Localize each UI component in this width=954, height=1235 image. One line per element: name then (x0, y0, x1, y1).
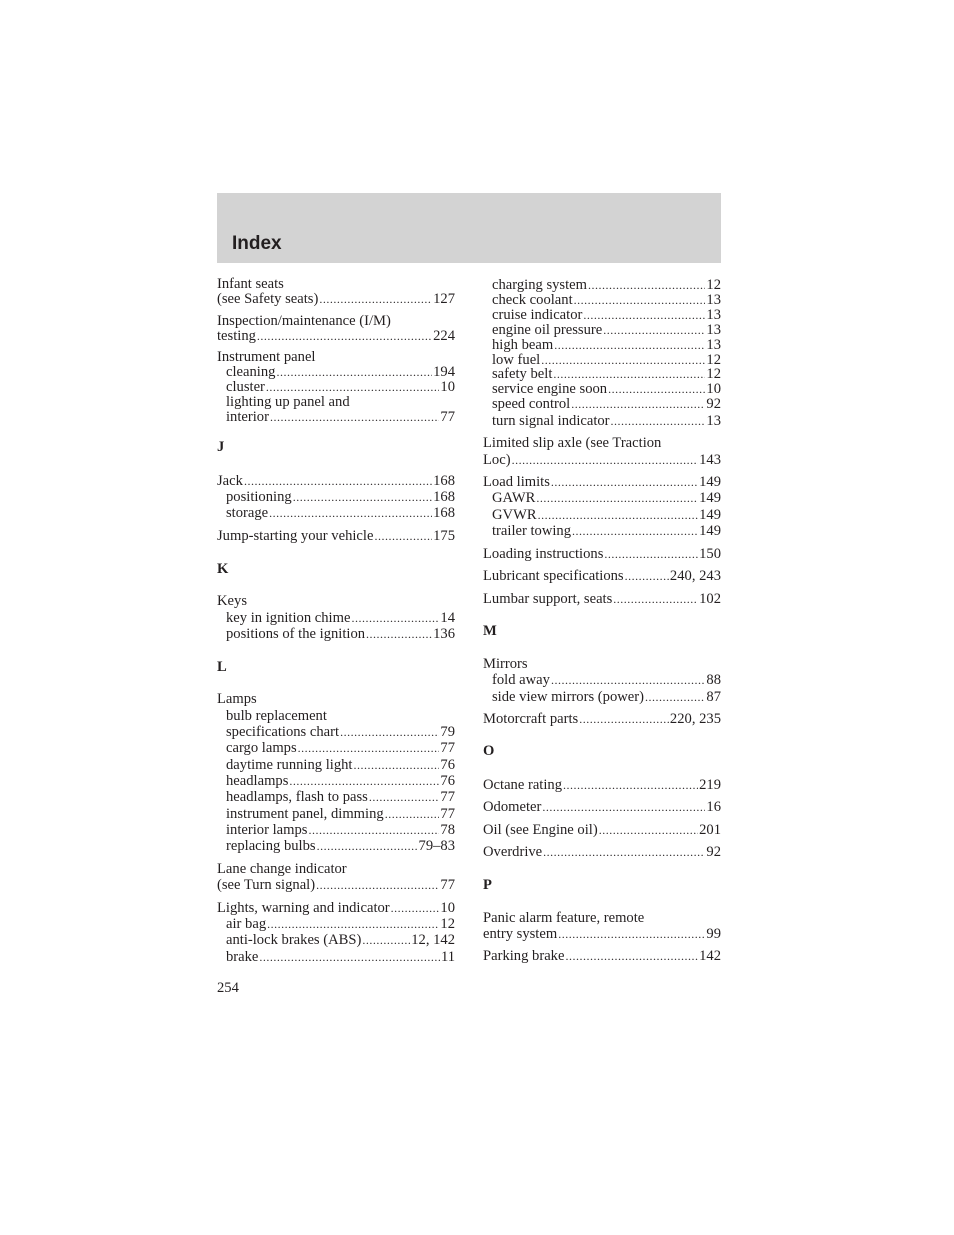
page-ref: 149 (699, 507, 721, 523)
page-ref: 150 (699, 546, 721, 562)
entry-term: Oil (see Engine oil) (483, 822, 598, 838)
sub-term: instrument panel, dimming (226, 806, 384, 822)
page-ref: 224 (433, 328, 455, 344)
sub-term: replacing bulbs (226, 838, 316, 854)
entry-term: Octane rating (483, 777, 563, 793)
entry-term-cont: (see Safety seats) (217, 291, 319, 307)
page-ref: 149 (699, 490, 721, 506)
sub-term: air bag (226, 916, 267, 932)
page-ref: 240, 243 (669, 568, 721, 584)
sub-term: low fuel (492, 352, 541, 368)
entry-term: Jack (217, 473, 243, 489)
sub-term: safety belt (492, 366, 553, 382)
page-ref: 12, 142 (411, 932, 455, 948)
page-ref: 92 (706, 396, 721, 412)
page-ref: 220, 235 (669, 711, 721, 727)
page-ref: 168 (433, 473, 455, 489)
entry-term: Odometer (483, 799, 542, 815)
page-ref: 87 (706, 689, 721, 705)
sub-term: daytime running light (226, 757, 353, 773)
entry-term: Lane change indicator (217, 861, 347, 877)
entry-term: Load limits (483, 474, 550, 490)
page-ref: 13 (706, 413, 721, 429)
section-letter: L (217, 659, 227, 675)
sub-term: trailer towing (492, 523, 572, 539)
section-letter: M (483, 623, 497, 639)
section-letter: K (217, 561, 229, 577)
page-ref: 142 (699, 948, 721, 964)
page-ref: 175 (433, 528, 455, 544)
entry-term: Instrument panel (217, 349, 316, 365)
page-ref: 219 (699, 777, 721, 793)
entry-term: Lights, warning and indicator (217, 900, 390, 916)
sub-term: brake (226, 949, 259, 965)
sub-term: turn signal indicator (492, 413, 610, 429)
section-letter: P (483, 877, 492, 893)
page-ref: 10 (440, 900, 455, 916)
sub-term: GVWR (492, 507, 537, 523)
entry-term: Lubricant specifications (483, 568, 624, 584)
sub-term: interior lamps (226, 822, 308, 838)
page-ref: 143 (699, 452, 721, 468)
sub-term: bulb replacement (226, 708, 327, 724)
page-ref: 127 (433, 291, 455, 307)
page-ref: 10 (706, 381, 721, 397)
page-ref: 99 (706, 926, 721, 942)
entry-term: Loading instructions (483, 546, 604, 562)
page-ref: 16 (706, 799, 721, 815)
page-ref: 13 (706, 307, 721, 323)
page-ref: 12 (706, 366, 721, 382)
sub-term: key in ignition chime (226, 610, 351, 626)
page-ref: 11 (440, 949, 455, 965)
page-ref: 10 (440, 379, 455, 395)
section-letter: J (217, 439, 225, 455)
page-ref: 194 (433, 364, 455, 380)
page-ref: 79–83 (418, 838, 455, 854)
entry-term: Inspection/maintenance (I/M) (217, 313, 391, 329)
entry-term: Keys (217, 593, 247, 609)
sub-term: lighting up panel and (226, 394, 350, 410)
sub-term: positioning (226, 489, 292, 505)
sub-term: GAWR (492, 490, 536, 506)
page-ref: 76 (440, 773, 455, 789)
page-ref: 168 (433, 505, 455, 521)
sub-term: fold away (492, 672, 550, 688)
page-ref: 12 (706, 352, 721, 368)
page-ref: 78 (440, 822, 455, 838)
page-number: 254 (217, 980, 239, 996)
sub-term: charging system (492, 277, 587, 293)
entry-term: Lumbar support, seats (483, 591, 613, 607)
page-ref: 12 (440, 916, 455, 932)
page-ref: 76 (440, 757, 455, 773)
page-ref: 149 (699, 474, 721, 490)
page-ref: 13 (706, 292, 721, 308)
page-ref: 102 (699, 591, 721, 607)
sub-term: side view mirrors (power) (492, 689, 644, 705)
entry-term-cont: Loc) (483, 452, 511, 468)
sub-term: positions of the ignition (226, 626, 366, 642)
entry-term: Infant seats (217, 276, 284, 292)
page-ref: 77 (440, 740, 455, 756)
entry-term: Panic alarm feature, remote (483, 910, 645, 926)
page-ref: 77 (440, 409, 455, 425)
entry-term-cont: (see Turn signal) (217, 877, 316, 893)
entry-term: Overdrive (483, 844, 543, 860)
sub-term: check coolant (492, 292, 573, 308)
sub-term: headlamps (226, 773, 289, 789)
sub-term: cluster (226, 379, 265, 395)
sub-term: cruise indicator (492, 307, 583, 323)
page-ref: 201 (699, 822, 721, 838)
page-ref: 77 (440, 806, 455, 822)
section-letter: O (483, 743, 495, 759)
page-ref: 12 (706, 277, 721, 293)
sub-term-cont: specifications chart (226, 724, 340, 740)
sub-term: cargo lamps (226, 740, 297, 756)
page-ref: 79 (440, 724, 455, 740)
sub-term: service engine soon (492, 381, 608, 397)
page-ref: 14 (440, 610, 455, 626)
sub-term: speed control (492, 396, 571, 412)
page-ref: 13 (706, 337, 721, 353)
page-ref: 136 (433, 626, 455, 642)
page-ref: 77 (440, 789, 455, 805)
entry-term: Motorcraft parts (483, 711, 579, 727)
entry-term-cont: entry system (483, 926, 558, 942)
sub-term: storage (226, 505, 269, 521)
page-ref: 168 (433, 489, 455, 505)
page-ref: 149 (699, 523, 721, 539)
entry-term: Limited slip axle (see Traction (483, 435, 662, 451)
sub-term: anti-lock brakes (ABS) (226, 932, 362, 948)
index-header-band (217, 193, 721, 263)
page-ref: 13 (706, 322, 721, 338)
entry-term-cont: testing (217, 328, 256, 344)
page-ref: 77 (440, 877, 455, 893)
sub-term-cont: interior (226, 409, 269, 425)
entry-term: Mirrors (483, 656, 528, 672)
sub-term: engine oil pressure (492, 322, 603, 338)
entry-term: Parking brake (483, 948, 565, 964)
entry-term: Jump-starting your vehicle (217, 528, 374, 544)
sub-term: high beam (492, 337, 554, 353)
sub-term: headlamps, flash to pass (226, 789, 368, 805)
sub-term: cleaning (226, 364, 276, 380)
page-title: Index (232, 233, 282, 254)
page-ref: 92 (706, 844, 721, 860)
page-ref: 88 (706, 672, 721, 688)
entry-term: Lamps (217, 691, 257, 707)
